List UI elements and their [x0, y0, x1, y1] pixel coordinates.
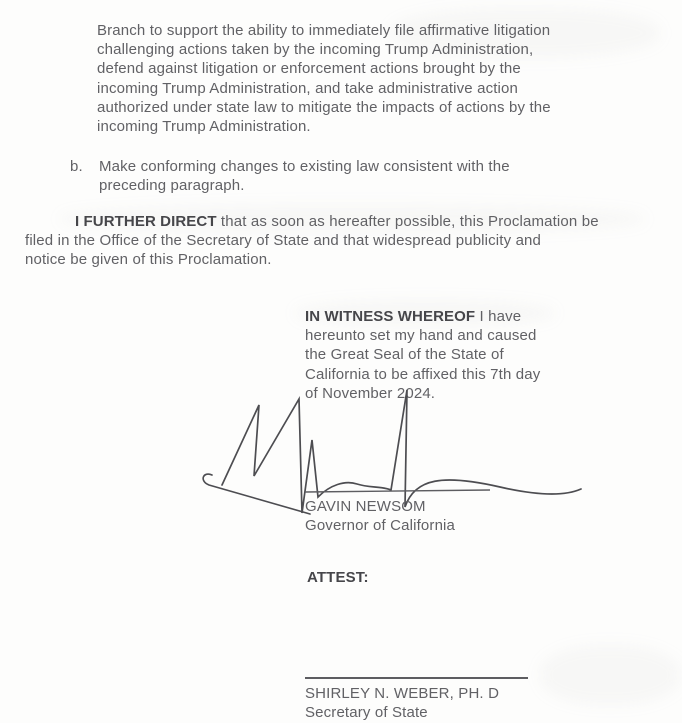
- signature-underline: [305, 490, 490, 492]
- text-line: filed in the Office of the Secretary of State and that widespread publicity and: [25, 232, 542, 250]
- secretary-title: Secretary of State: [305, 704, 428, 721]
- further-direct-rest: that as soon as hereafter possible, this Proclamation be: [216, 213, 599, 230]
- secretary-name: SHIRLEY N. WEBER, PH. D: [305, 685, 500, 702]
- text-line: incoming Trump Administration, and take administrative action: [97, 79, 519, 97]
- list-marker-b: b.: [70, 158, 83, 175]
- signature-stroke-hook: [203, 474, 310, 514]
- text-line: challenging actions taken by the incoming Trump Administration,: [97, 41, 534, 59]
- attest-label: ATTEST:: [307, 569, 369, 586]
- text-line: the Great Seal of the State of: [305, 346, 504, 364]
- text-line: Branch to support the ability to immediately file affirmative litigation: [97, 22, 551, 39]
- governor-name: GAVIN NEWSOM: [305, 498, 426, 515]
- witness-rest: I have: [475, 308, 522, 325]
- witness-bold: IN WITNESS WHEREOF: [305, 308, 476, 325]
- text-line: [305, 307, 540, 326]
- text-line: hereunto set my hand and caused: [305, 327, 537, 345]
- scan-blotch: [540, 645, 680, 705]
- signature-stroke-main: [222, 390, 581, 513]
- text-line: authorized under state law to mitigate the impacts of actions by the: [97, 98, 551, 116]
- text-line: defend against litigation or enforcement actions brought by the: [97, 60, 521, 78]
- further-direct-bold: I FURTHER DIRECT: [75, 213, 217, 230]
- text-line: notice be given of this Proclamation.: [25, 251, 272, 269]
- text-line: of November 2024.: [305, 384, 436, 402]
- text-line: preceding paragraph.: [99, 177, 245, 195]
- text-line: Make conforming changes to existing law consistent with the: [99, 158, 510, 175]
- secretary-signature-line: [305, 677, 528, 679]
- text-line: [25, 212, 599, 231]
- text-line: incoming Trump Administration.: [97, 117, 311, 135]
- text-line: California to be affixed this 7th day: [305, 365, 541, 383]
- further-direct-paragraph: [25, 212, 599, 270]
- governor-title: Governor of California: [305, 517, 456, 534]
- paragraph-litigation: [97, 21, 551, 136]
- paragraph-item-b-text: [99, 157, 510, 195]
